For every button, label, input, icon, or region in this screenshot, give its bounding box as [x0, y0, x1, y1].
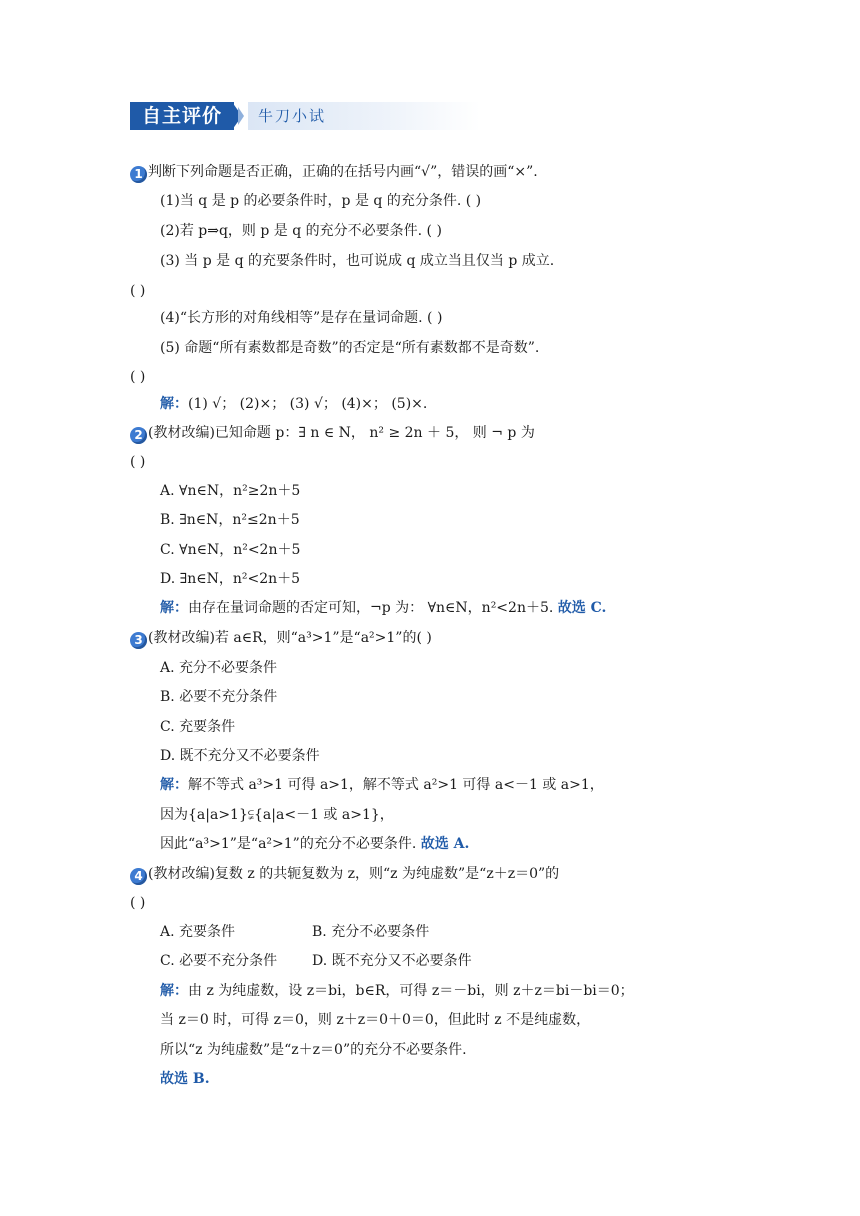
q3-answer: 故选 A.	[420, 836, 470, 852]
q1-item-3: (3) 当 p 是 q 的充要条件时，也可说成 q 成立当且仅当 p 成立.	[160, 253, 555, 269]
q2-answer: 故选 C.	[557, 600, 607, 616]
q4-option-a: A. 充要条件	[160, 924, 236, 940]
q1-stem: 判断下列命题是否正确，正确的在括号内画“√”，错误的画“×”.	[148, 164, 538, 180]
q3-stem: (教材改编)若 a∈R，则“a³>1”是“a²>1”的( )	[148, 630, 432, 646]
q4-options-row-2	[160, 951, 472, 971]
q1-solution	[160, 394, 427, 414]
q2-solution-label: 解：	[160, 600, 188, 616]
q4-solution-line-2: 当 z＝0 时，可得 z＝0，则 z＋z＝0＋0＝0，但此时 z 不是纯虚数，	[160, 1012, 591, 1028]
q1-item-3-paren: ( )	[130, 283, 146, 299]
section-banner	[130, 102, 470, 130]
q2-option-b: B. ∃n∈N，n²≤2n＋5	[160, 512, 300, 528]
q4-options-row-1	[160, 922, 429, 942]
q4-option-b: B. 充分不必要条件	[312, 924, 430, 940]
question-number-1-icon: 1	[130, 166, 147, 183]
q2-option-c: C. ∀n∈N，n²<2n＋5	[160, 542, 301, 558]
q2-stem: (教材改编)已知命题 p：∃ n ∈ N， n² ≥ 2n ＋ 5， 则 ¬ p 为	[148, 425, 535, 441]
banner-chevron-icon	[238, 107, 244, 125]
q3-solution-text-3: 因此“a³>1”是“a²>1”的充分不必要条件.	[160, 836, 417, 852]
q3-option-c: C. 充要条件	[160, 719, 236, 735]
section-title: 自主评价	[130, 102, 234, 130]
q3-solution-line-2: 因为{a|a>1}⫋{a|a<－1 或 a>1}，	[160, 807, 394, 823]
q4-solution-label: 解：	[160, 983, 188, 999]
q2-paren: ( )	[130, 454, 146, 470]
q2-solution-text: 由存在量词命题的否定可知，¬p 为： ∀n∈N，n²<2n＋5.	[188, 600, 554, 616]
q4-solution-line-3: 所以“z 为纯虚数”是“z＋z＝0”的充分不必要条件.	[160, 1042, 467, 1058]
q4-option-d: D. 既不充分又不必要条件	[312, 953, 472, 969]
q4-paren: ( )	[130, 895, 146, 911]
q1-stem-line	[130, 162, 538, 183]
q2-solution	[160, 598, 606, 618]
q2-option-a: A. ∀n∈N，n²≥2n＋5	[160, 483, 301, 499]
q4-stem-line	[130, 864, 559, 885]
q1-item-5: (5) 命题“所有素数都是奇数”的否定是“所有素数都不是奇数”.	[160, 340, 540, 356]
q1-item-4: (4)“长方形的对角线相等”是存在量词命题. ( )	[160, 310, 443, 326]
q2-option-d: D. ∃n∈N，n²<2n＋5	[160, 571, 301, 587]
q3-solution-text-1: 解不等式 a³>1 可得 a>1，解不等式 a²>1 可得 a<－1 或 a>1，	[188, 777, 604, 793]
q4-solution-text-1: 由 z 为纯虚数，设 z＝bi，b∈R，可得 z＝－bi，则 z＋z＝bi－bi＝0；	[188, 983, 634, 999]
question-number-4-icon: 4	[130, 868, 147, 885]
q1-solution-label: 解：	[160, 396, 188, 412]
question-number-3-icon: 3	[130, 632, 147, 649]
q3-option-a: A. 充分不必要条件	[160, 660, 278, 676]
q3-solution-line-1	[160, 775, 604, 795]
q3-stem-line	[130, 628, 432, 649]
q3-option-b: B. 必要不充分条件	[160, 689, 278, 705]
q4-solution-line-1	[160, 981, 634, 1001]
q4-stem: (教材改编)复数 z 的共轭复数为 z，则“z 为纯虚数”是“z＋z＝0”的	[148, 866, 560, 882]
q2-stem-line	[130, 423, 535, 444]
q1-item-2: (2)若 p⇒q，则 p 是 q 的充分不必要条件. ( )	[160, 223, 442, 239]
q3-solution-label: 解：	[160, 777, 188, 793]
q1-item-1: (1)当 q 是 p 的必要条件时，p 是 q 的充分条件. ( )	[160, 193, 482, 209]
section-subtitle: 牛刀小试	[248, 102, 480, 130]
question-number-2-icon: 2	[130, 427, 147, 444]
q4-answer: 故选 B.	[160, 1071, 210, 1087]
q3-solution-line-3	[160, 834, 469, 854]
q4-option-c: C. 必要不充分条件	[160, 953, 278, 969]
q1-solution-text: (1) √； (2)×； (3) √； (4)×； (5)×.	[188, 396, 428, 412]
q1-item-5-paren: ( )	[130, 369, 146, 385]
q3-option-d: D. 既不充分又不必要条件	[160, 748, 320, 764]
